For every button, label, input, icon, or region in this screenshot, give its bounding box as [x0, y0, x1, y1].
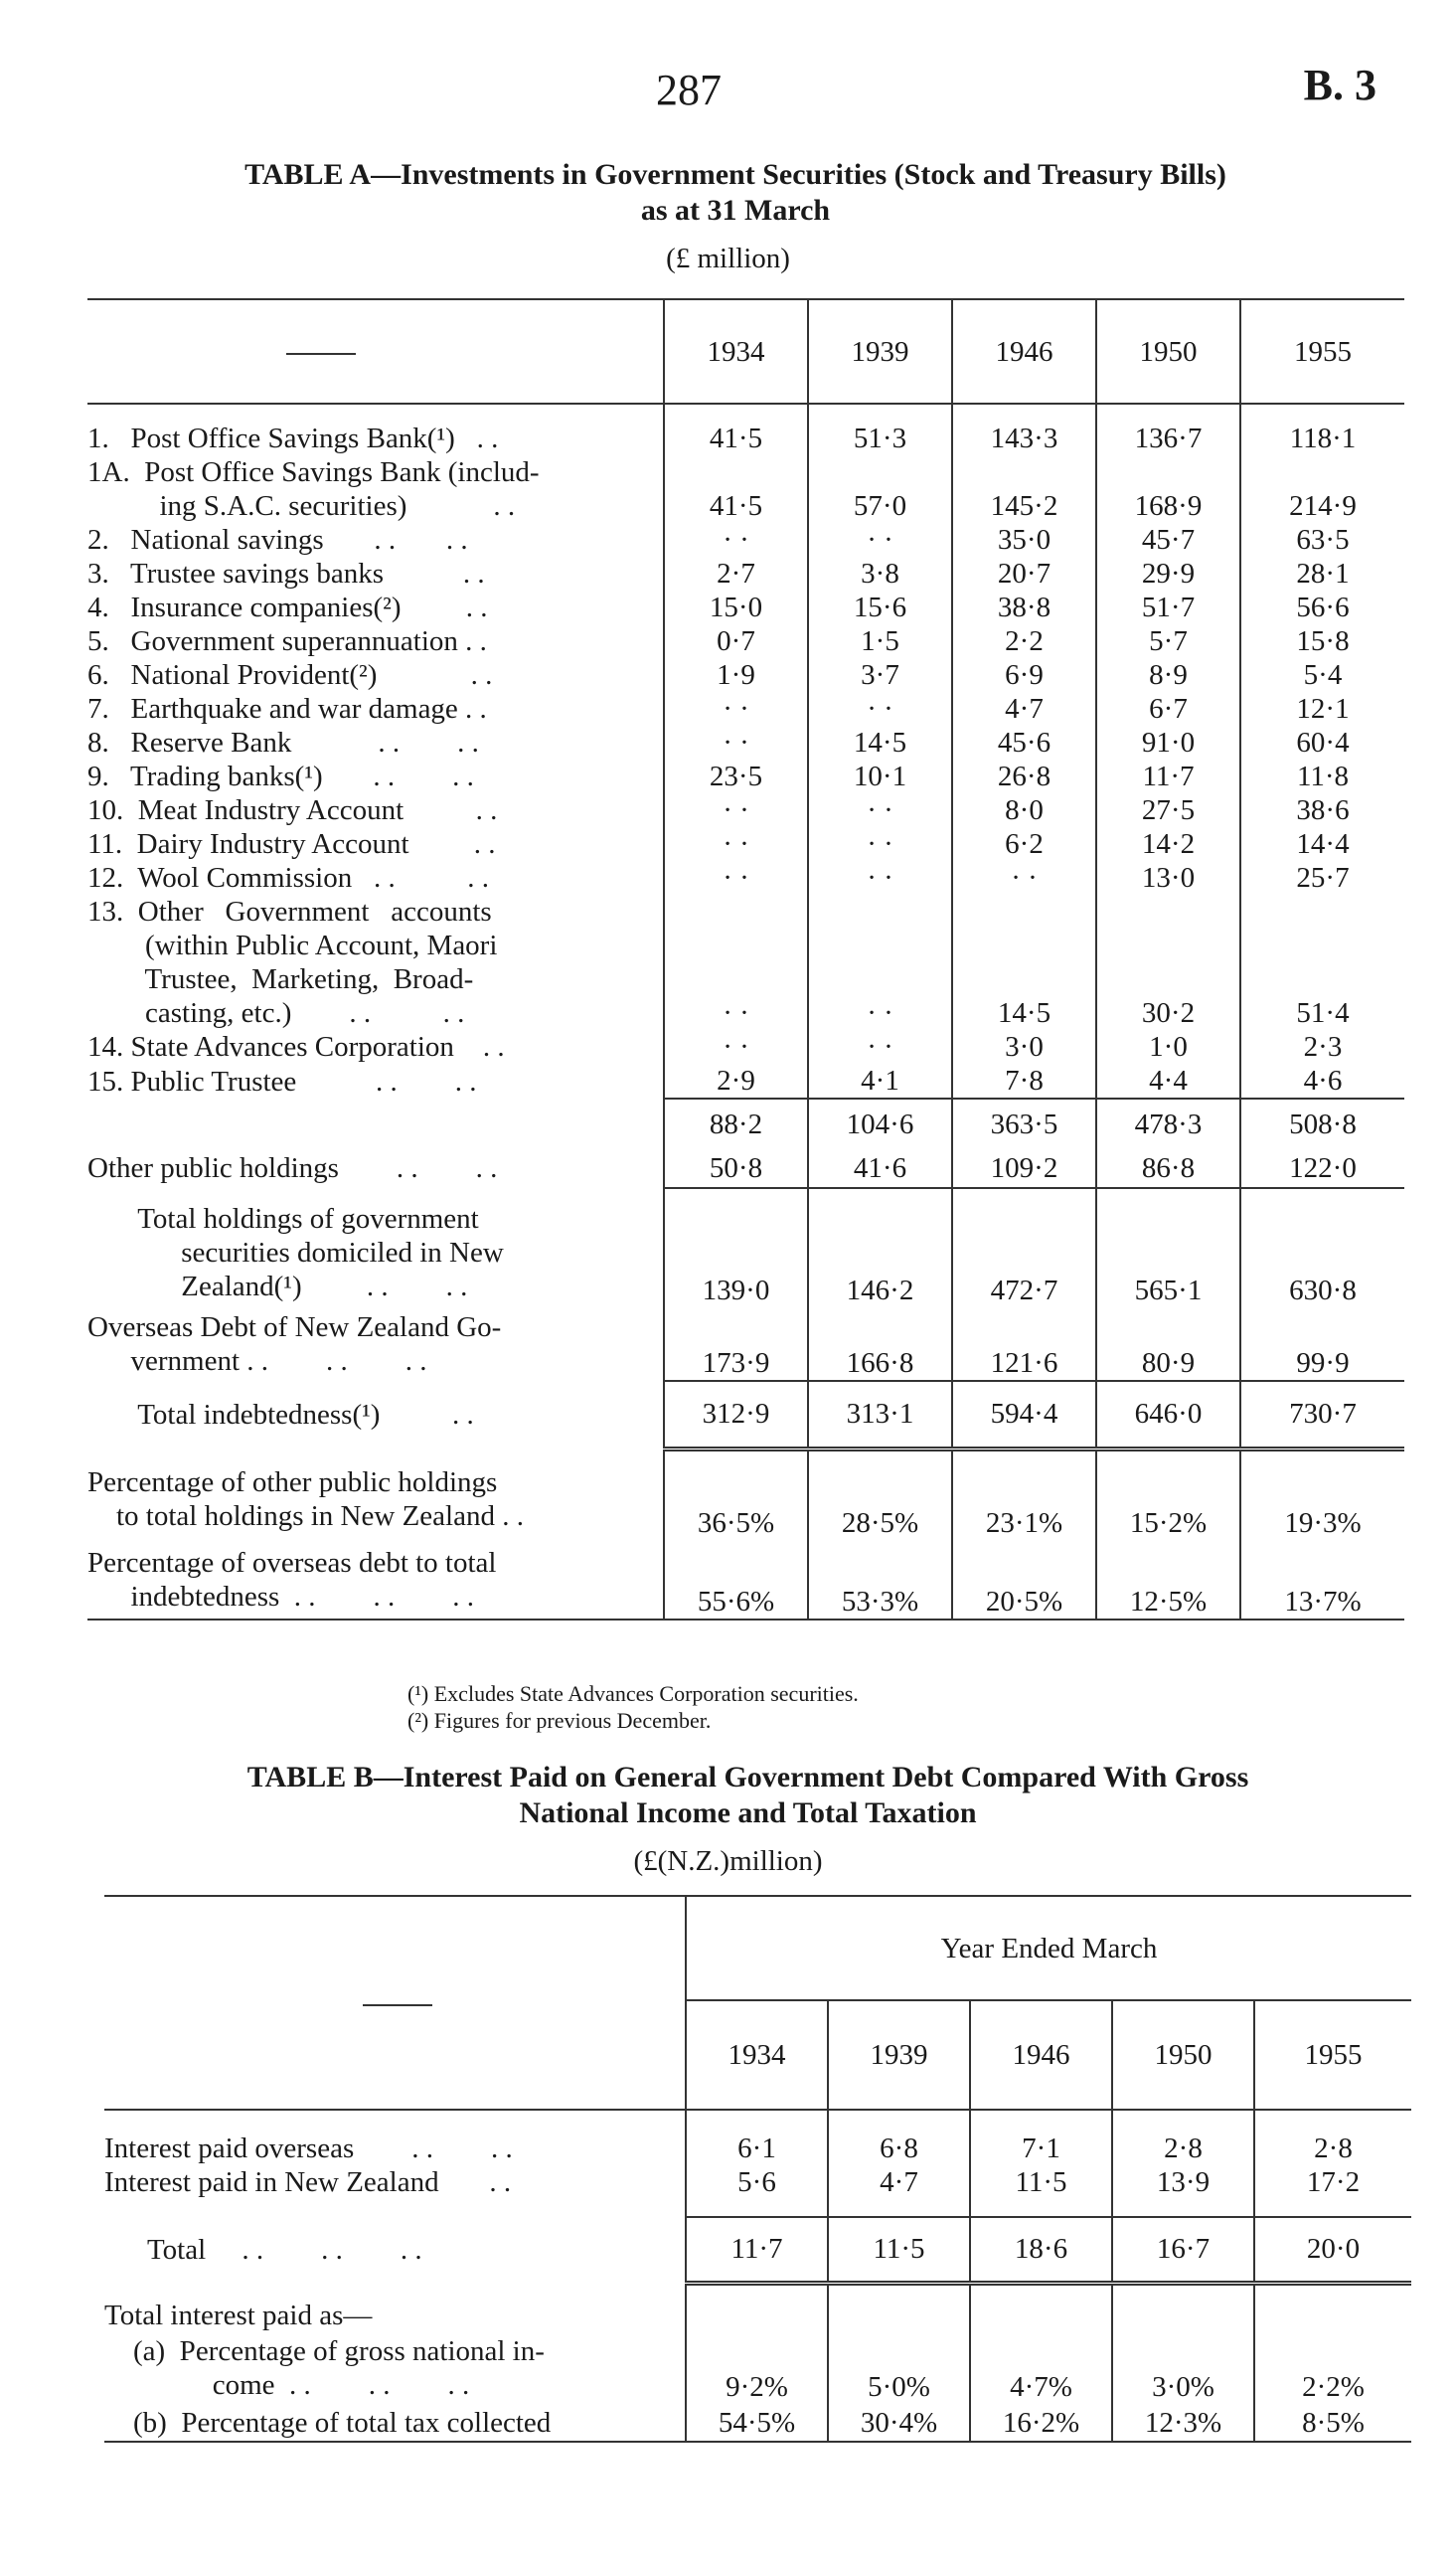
value-cell: 19·3%: [1240, 1449, 1404, 1540]
row-label: 15. Public Trustee . . . .: [87, 1065, 477, 1098]
table-a-year-1934: 1934: [664, 299, 808, 404]
value-cell: 4·1: [808, 1064, 952, 1099]
value-cell: 88·2: [664, 1099, 808, 1148]
value-cell: 20·0: [1254, 2217, 1411, 2283]
table-row: [87, 760, 1404, 793]
value-cell: 2·2%: [1254, 2332, 1411, 2404]
table-b-title-line2: National Income and Total Taxation: [519, 1796, 977, 1829]
row-label: 13. Other Government accounts (within Public Account, Maori Trustee, Marketing, Broad- casting, etc.) . . . .: [87, 896, 498, 1029]
spacer-cell: [1096, 404, 1240, 422]
value-cell: 12·3%: [1112, 2404, 1254, 2442]
value-cell: · ·: [808, 1030, 952, 1064]
value-cell: 57·0: [808, 455, 952, 523]
value-cell: 41·5: [664, 455, 808, 523]
table-row: [104, 2283, 1411, 2332]
value-cell: · ·: [664, 726, 808, 760]
row-label: Overseas Debt of New Zealand Go- vernment . . . . . .: [87, 1311, 502, 1377]
spacer-cell: [952, 404, 1096, 422]
spacer-cell: [104, 2110, 686, 2132]
value-cell: 60·4: [1240, 726, 1404, 760]
value-cell: 38·8: [952, 591, 1096, 624]
table-row: [87, 827, 1404, 861]
value-cell: 8·0: [952, 793, 1096, 827]
value-cell: 14·4: [1240, 827, 1404, 861]
value-cell: 118·1: [1240, 422, 1404, 455]
value-cell: · ·: [808, 895, 952, 1030]
row-label: (b) Percentage of total tax collected: [104, 2404, 686, 2442]
row-label: 4. Insurance companies(²) . .: [87, 592, 488, 623]
value-cell: 12·1: [1240, 692, 1404, 726]
stub-dash: [363, 2004, 432, 2006]
value-cell: 25·7: [1240, 861, 1404, 895]
table-row: [87, 624, 1404, 658]
value-cell: 27·5: [1096, 793, 1240, 827]
table-a-header-row: [87, 299, 1404, 404]
value-cell: 472·7: [952, 1188, 1096, 1307]
table-a-units: (£ million): [666, 243, 790, 274]
value-cell: 312·9: [664, 1381, 808, 1449]
table-b-body: [104, 2110, 1411, 2442]
spacer-cell: [686, 2110, 828, 2132]
value-cell: 99·9: [1240, 1307, 1404, 1381]
value-cell: · ·: [664, 895, 808, 1030]
table-b-year-ended-header: Year Ended March: [686, 1896, 1411, 2000]
spacer-cell: [664, 404, 808, 422]
value-cell: 5·6: [686, 2165, 828, 2199]
spacer-cell: [1240, 404, 1404, 422]
value-cell: 166·8: [808, 1307, 952, 1381]
value-cell: 11·5: [970, 2165, 1112, 2199]
value-cell: 478·3: [1096, 1099, 1240, 1148]
value-cell: 168·9: [1096, 455, 1240, 523]
table-row: [87, 895, 1404, 1030]
value-cell: 14·5: [808, 726, 952, 760]
row-label: Other public holdings . . . .: [87, 1152, 498, 1184]
row-label: 3. Trustee savings banks . .: [87, 558, 485, 590]
value-cell: · ·: [808, 523, 952, 557]
spacer-cell: [1254, 2110, 1411, 2132]
value-cell: 51·4: [1240, 895, 1404, 1030]
value-cell: 6·9: [952, 658, 1096, 692]
table-a-year-1955: 1955: [1240, 299, 1404, 404]
value-cell: 20·5%: [952, 1540, 1096, 1620]
row-label: Total . . . . . .: [104, 2234, 422, 2266]
value-cell: 6·2: [952, 827, 1096, 861]
value-cell: 51·3: [808, 422, 952, 455]
table-a: [87, 298, 1404, 1621]
spacer-cell: [808, 404, 952, 422]
value-cell: 29·9: [1096, 557, 1240, 591]
table-b-year-1939: 1939: [828, 2000, 970, 2110]
table-row: [87, 1449, 1404, 1540]
value-cell: 6·7: [1096, 692, 1240, 726]
table-row: [87, 557, 1404, 591]
value-cell: 4·4: [1096, 1064, 1240, 1099]
table-b-year-1946: 1946: [970, 2000, 1112, 2110]
table-b-title: [84, 1760, 1411, 1831]
value-cell: · ·: [664, 1030, 808, 1064]
row-label: Total holdings of government securities domiciled in New Zealand(¹) . . . .: [137, 1203, 504, 1302]
value-cell: 594·4: [952, 1381, 1096, 1449]
row-label: 10. Meat Industry Account . .: [87, 794, 498, 826]
row-label: 7. Earthquake and war damage . .: [87, 693, 487, 725]
value-cell: 5·7: [1096, 624, 1240, 658]
table-row: [87, 1030, 1404, 1064]
value-cell: · ·: [952, 861, 1096, 895]
table-row: [87, 692, 1404, 726]
value-cell: 5·0%: [828, 2332, 970, 2404]
value-cell: 11·5: [828, 2217, 970, 2283]
row-label: 1A. Post Office Savings Bank (includ- ing S.A.C. securities) . .: [87, 456, 540, 522]
value-cell: [686, 2283, 828, 2332]
value-cell: 30·4%: [828, 2404, 970, 2442]
total-interest-heading: Total interest paid as—: [104, 2300, 373, 2331]
row-label: Percentage of overseas debt to total indebtedness . . . . . .: [87, 1540, 664, 1620]
value-cell: 45·7: [1096, 523, 1240, 557]
value-cell: 13·9: [1112, 2165, 1254, 2199]
page-number: 287: [656, 66, 722, 114]
table-row: [87, 1540, 1404, 1620]
value-cell: · ·: [664, 692, 808, 726]
spacer-cell: [87, 404, 664, 422]
spacer-cell: [104, 2199, 686, 2217]
table-row: [104, 2217, 1411, 2283]
page-header: [0, 55, 1456, 124]
table-row: [87, 591, 1404, 624]
value-cell: · ·: [664, 523, 808, 557]
value-cell: 11·8: [1240, 760, 1404, 793]
table-row: [87, 422, 1404, 455]
value-cell: 41·5: [664, 422, 808, 455]
value-cell: 565·1: [1096, 1188, 1240, 1307]
value-cell: 53·3%: [808, 1540, 952, 1620]
row-label: Total indebtedness(¹) . .: [87, 1399, 474, 1431]
table-b-units: (£(N.Z.)million): [633, 1845, 823, 1877]
table-a-year-1946: 1946: [952, 299, 1096, 404]
value-cell: 45·6: [952, 726, 1096, 760]
table-row: [104, 2132, 1411, 2165]
table-b-year-header-row: [104, 1896, 1411, 2000]
value-cell: 2·9: [664, 1064, 808, 1099]
table-a-title: [70, 157, 1401, 229]
value-cell: 41·6: [808, 1148, 952, 1188]
value-cell: 508·8: [1240, 1099, 1404, 1148]
spacer-row: [104, 2199, 1411, 2217]
value-cell: 18·6: [970, 2217, 1112, 2283]
row-label: 12. Wool Commission . . . .: [87, 862, 489, 894]
table-a-footnotes: [407, 1680, 1302, 1734]
value-cell: 4·7: [828, 2165, 970, 2199]
spacer-cell: [686, 2199, 828, 2217]
table-row: [87, 861, 1404, 895]
row-label: 14. State Advances Corporation . .: [87, 1031, 505, 1063]
table-row: [87, 1381, 1404, 1449]
value-cell: 80·9: [1096, 1307, 1240, 1381]
spacer-row: [87, 404, 1404, 422]
value-cell: 143·3: [952, 422, 1096, 455]
value-cell: 50·8: [664, 1148, 808, 1188]
table-b-stub-header: [104, 1896, 686, 2110]
value-cell: 56·6: [1240, 591, 1404, 624]
table-a-title-line1: TABLE A—Investments in Government Securities (Stock and Treasury Bills): [244, 158, 1226, 191]
value-cell: 109·2: [952, 1148, 1096, 1188]
value-cell: 86·8: [1096, 1148, 1240, 1188]
value-cell: 730·7: [1240, 1381, 1404, 1449]
value-cell: 15·6: [808, 591, 952, 624]
stub-dash: [286, 353, 356, 355]
value-cell: 3·7: [808, 658, 952, 692]
value-cell: 1·9: [664, 658, 808, 692]
table-b-year-1934: 1934: [686, 2000, 828, 2110]
value-cell: 15·0: [664, 591, 808, 624]
spacer-cell: [1112, 2110, 1254, 2132]
row-label: 9. Trading banks(¹) . . . .: [87, 761, 474, 792]
value-cell: · ·: [664, 861, 808, 895]
table-b-year-1950: 1950: [1112, 2000, 1254, 2110]
value-cell: 121·6: [952, 1307, 1096, 1381]
value-cell: 2·2: [952, 624, 1096, 658]
value-cell: 10·1: [808, 760, 952, 793]
value-cell: · ·: [808, 827, 952, 861]
value-cell: 63·5: [1240, 523, 1404, 557]
value-cell: 139·0: [664, 1188, 808, 1307]
value-cell: 26·8: [952, 760, 1096, 793]
spacer-cell: [1112, 2199, 1254, 2217]
value-cell: 7·1: [970, 2132, 1112, 2165]
value-cell: 91·0: [1096, 726, 1240, 760]
value-cell: 313·1: [808, 1381, 952, 1449]
value-cell: · ·: [808, 793, 952, 827]
table-row: [87, 523, 1404, 557]
value-cell: 12·5%: [1096, 1540, 1240, 1620]
value-cell: · ·: [808, 861, 952, 895]
row-label: Interest paid in New Zealand . .: [104, 2166, 512, 2198]
value-cell: 30·2: [1096, 895, 1240, 1030]
spacer-cell: [970, 2110, 1112, 2132]
table-b-year-1955: 1955: [1254, 2000, 1411, 2110]
value-cell: [1254, 2283, 1411, 2332]
row-label: 1. Post Office Savings Bank(¹) . .: [87, 423, 499, 454]
value-cell: 5·4: [1240, 658, 1404, 692]
value-cell: 646·0: [1096, 1381, 1240, 1449]
value-cell: 23·1%: [952, 1449, 1096, 1540]
value-cell: 51·7: [1096, 591, 1240, 624]
value-cell: 13·0: [1096, 861, 1240, 895]
value-cell: 8·5%: [1254, 2404, 1411, 2442]
row-label: 8. Reserve Bank . . . .: [87, 727, 479, 759]
table-row: [87, 1099, 1404, 1148]
row-label: 5. Government superannuation . .: [87, 625, 487, 657]
value-cell: 14·2: [1096, 827, 1240, 861]
value-cell: · ·: [808, 692, 952, 726]
table-row: [87, 726, 1404, 760]
value-cell: 54·5%: [686, 2404, 828, 2442]
table-a-year-1939: 1939: [808, 299, 952, 404]
value-cell: 11·7: [1096, 760, 1240, 793]
row-label: Percentage of other public holdings to total holdings in New Zealand . .: [87, 1466, 524, 1532]
value-cell: 36·5%: [664, 1449, 808, 1540]
value-cell: 2·8: [1112, 2132, 1254, 2165]
value-cell: 173·9: [664, 1307, 808, 1381]
value-cell: 2·3: [1240, 1030, 1404, 1064]
value-cell: 23·5: [664, 760, 808, 793]
value-cell: 28·1: [1240, 557, 1404, 591]
table-a-stub-header: [87, 299, 664, 404]
value-cell: 146·2: [808, 1188, 952, 1307]
value-cell: 3·0%: [1112, 2332, 1254, 2404]
table-row: [87, 455, 1404, 523]
value-cell: 1·5: [808, 624, 952, 658]
value-cell: [828, 2283, 970, 2332]
table-row: [87, 1148, 1404, 1188]
value-cell: 363·5: [952, 1099, 1096, 1148]
value-cell: [1112, 2283, 1254, 2332]
table-a-title-line2: as at 31 March: [640, 194, 831, 227]
value-cell: 13·7%: [1240, 1540, 1404, 1620]
value-cell: 38·6: [1240, 793, 1404, 827]
table-b: [104, 1895, 1411, 2443]
table-row: [87, 1188, 1404, 1307]
value-cell: 0·7: [664, 624, 808, 658]
value-cell: 122·0: [1240, 1148, 1404, 1188]
value-cell: 35·0: [952, 523, 1096, 557]
table-row: [87, 793, 1404, 827]
value-cell: 9·2%: [686, 2332, 828, 2404]
value-cell: 2·8: [1254, 2132, 1411, 2165]
row-label: 11. Dairy Industry Account . .: [87, 828, 496, 860]
table-b-title-line1: TABLE B—Interest Paid on General Government Debt Compared With Gross: [246, 1761, 1249, 1793]
value-cell: 15·8: [1240, 624, 1404, 658]
value-cell: · ·: [664, 827, 808, 861]
spacer-cell: [828, 2110, 970, 2132]
value-cell: 20·7: [952, 557, 1096, 591]
spacer-cell: [828, 2199, 970, 2217]
value-cell: 17·2: [1254, 2165, 1411, 2199]
value-cell: 104·6: [808, 1099, 952, 1148]
spacer-cell: [1254, 2199, 1411, 2217]
table-row: [87, 1307, 1404, 1381]
footnote-2: (²) Figures for previous December.: [407, 1708, 712, 1733]
value-cell: 16·7: [1112, 2217, 1254, 2283]
table-row: [104, 2332, 1411, 2404]
value-cell: · ·: [664, 793, 808, 827]
row-label: 6. National Provident(²) . .: [87, 659, 493, 691]
value-cell: 3·8: [808, 557, 952, 591]
table-row: [104, 2165, 1411, 2199]
value-cell: 4·6: [1240, 1064, 1404, 1099]
value-cell: 630·8: [1240, 1188, 1404, 1307]
spacer-cell: [970, 2199, 1112, 2217]
footnote-1: (¹) Excludes State Advances Corporation securities.: [407, 1681, 859, 1706]
value-cell: 4·7%: [970, 2332, 1112, 2404]
value-cell: 3·0: [952, 1030, 1096, 1064]
value-cell: 55·6%: [664, 1540, 808, 1620]
value-cell: 145·2: [952, 455, 1096, 523]
value-cell: 7·8: [952, 1064, 1096, 1099]
value-cell: 8·9: [1096, 658, 1240, 692]
value-cell: [970, 2283, 1112, 2332]
document-reference: B. 3: [1303, 61, 1376, 109]
value-cell: 6·8: [828, 2132, 970, 2165]
value-cell: 15·2%: [1096, 1449, 1240, 1540]
row-label: [87, 1099, 664, 1148]
value-cell: 11·7: [686, 2217, 828, 2283]
value-cell: 14·5: [952, 895, 1096, 1030]
value-cell: 6·1: [686, 2132, 828, 2165]
table-a-year-1950: 1950: [1096, 299, 1240, 404]
value-cell: 28·5%: [808, 1449, 952, 1540]
value-cell: 1·0: [1096, 1030, 1240, 1064]
spacer-row: [104, 2110, 1411, 2132]
table-row: [87, 1064, 1404, 1099]
value-cell: 16·2%: [970, 2404, 1112, 2442]
value-cell: 2·7: [664, 557, 808, 591]
table-row: [87, 658, 1404, 692]
value-cell: 4·7: [952, 692, 1096, 726]
table-a-body: [87, 404, 1404, 1620]
row-label: Interest paid overseas . . . .: [104, 2133, 513, 2164]
row-label: 2. National savings . . . .: [87, 524, 468, 556]
value-cell: 214·9: [1240, 455, 1404, 523]
row-label: (a) Percentage of gross national in- come . . . . . .: [133, 2335, 545, 2401]
table-row: [104, 2404, 1411, 2442]
value-cell: 136·7: [1096, 422, 1240, 455]
